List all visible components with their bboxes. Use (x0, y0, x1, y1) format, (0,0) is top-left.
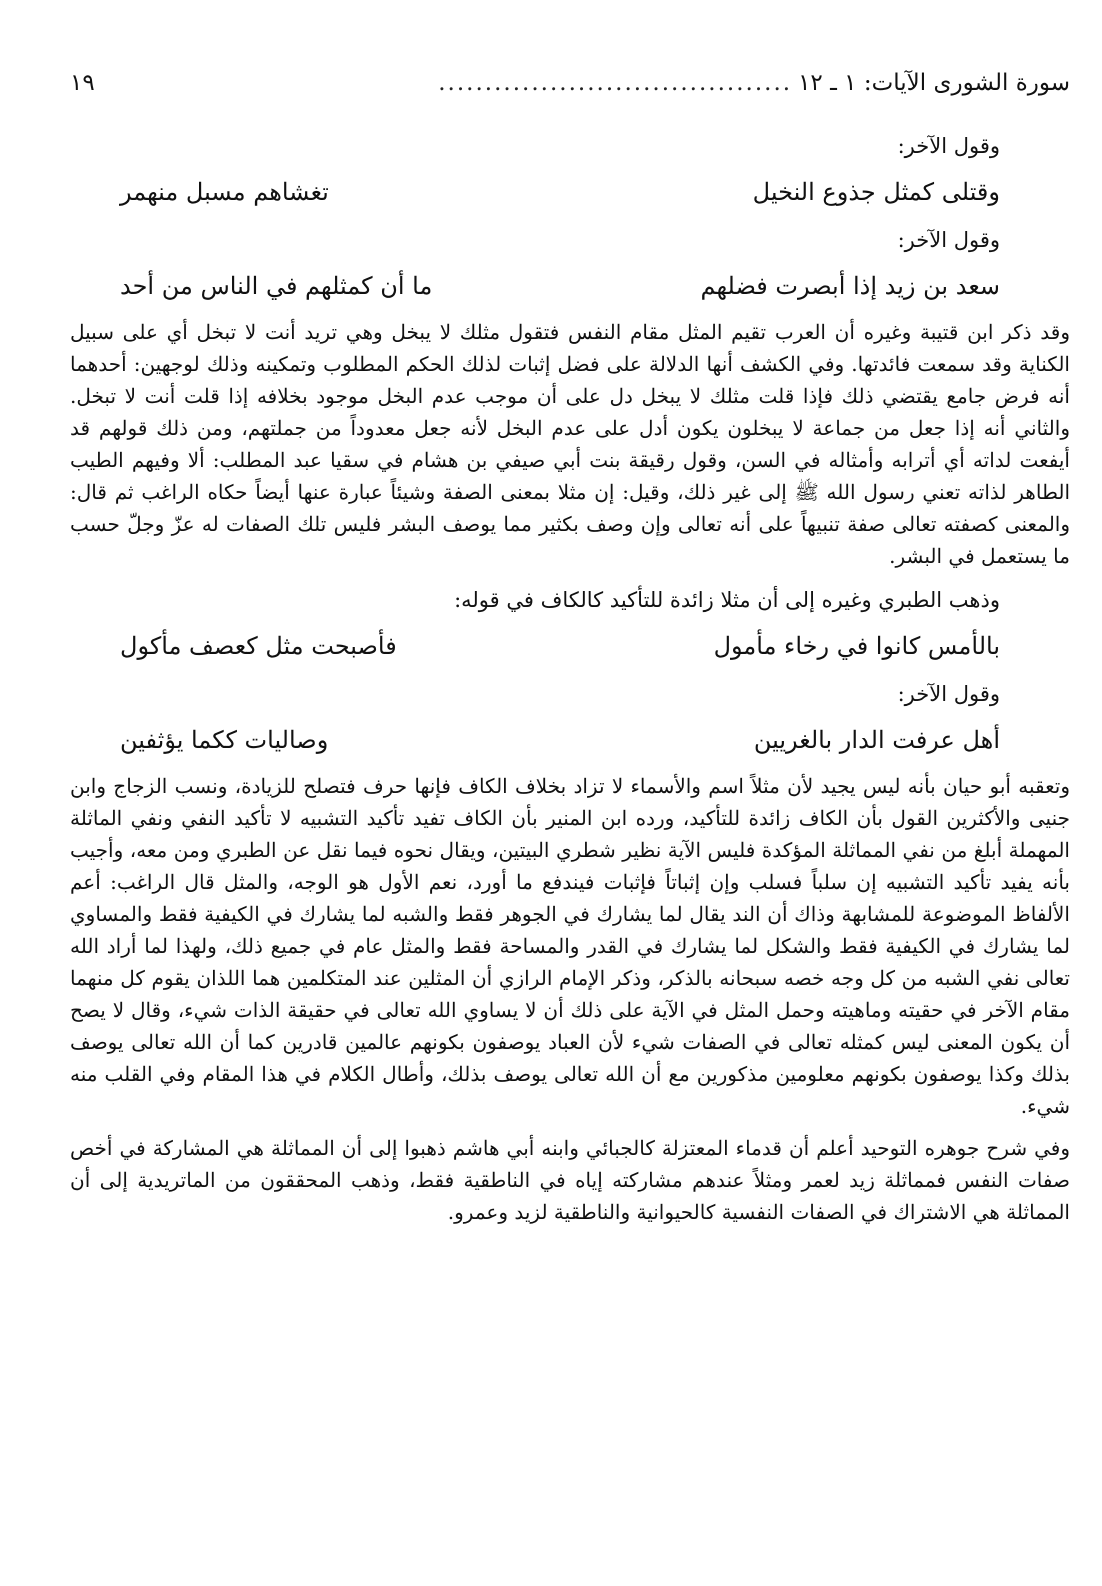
verse-first-hemistich: وقتلى كمثل جذوع النخيل (752, 178, 1000, 206)
verse-second-hemistich: فأصبحت مثل كعصف مأكول (120, 632, 397, 660)
body-paragraph: وفي شرح جوهره التوحيد أعلم أن قدماء المعتزلة كالجبائي وابنه أبي هاشم ذهبوا إلى أن المماثلة هي المشاركة في أخص صفات النفس فمماثلة زيد لعمر ومثلاً عندهم مشاركته إياه في الناطقية فقط، وذهب المحققون من الماتريدية إلى أن المماثلة هي الاشتراك في الصفات النفسية كالحيوانية والناطقية لزيد وعمرو. (70, 1136, 1070, 1224)
page-number: ١٩ (70, 70, 95, 96)
verse-first-hemistich: بالأمس كانوا في رخاء مأمول (713, 632, 1000, 660)
body-paragraph: وقد ذكر ابن قتيبة وغيره أن العرب تقيم المثل مقام النفس فتقول مثلك لا يبخل وهي تريد أنت لا تبخل أي على سبيل الكناية وقد سمعت فائدتها. وفي الكشف أنها الدلالة على فضل إثبات لذلك الحكم المطلوب وتمكينه وذلك لوجهين: أحدهما أنه فرض جامع يقتضي ذلك فإذا قلت مثلك لا يبخل دل على أن موجب عدم البخل موجود بخلافه إذا قلت أنت لا تبخل. والثاني أنه إذا جعل من جماعة لا يبخلون يكون أدل على عدم البخل لأنه جعل معدوداً من جملتهم، ومن ذلك قولهم قد أيفعت لداته أي أترابه وأمثاله في السن، وقول رقيقة بنت أبي صيفي بن هشام في سقيا عبد المطلب: ألا وفيهم الطيب الطاهر لذاته تعني رسول الله ﷺ إلى غير ذلك، وقيل: إن مثلا بمعنى الصفة وشيئاً عبارة عنها أيضاً حكاه الراغب ثم قال: والمعنى كصفته تعالى صفة تنبيهاً على أنه تعالى وإن وصف بكثير مما يوصف البشر فليس تلك الصفات له عزّ وجلّ حسب ما يستعمل في البشر. (70, 320, 1071, 568)
body-paragraph: وتعقبه أبو حيان بأنه ليس يجيد لأن مثلاً اسم والأسماء لا تزاد بخلاف الكاف فإنها حرف فتصلح للزيادة، ونسب الزجاج وابن جنيى والأكثرين القول بأن الكاف زائدة للتأكيد، ورده ابن المنير بأن الكاف تفيد تأكيد التشبيه لا تأكيد النفي ونفي الماثلة المهملة أبلغ من نفي المماثلة المؤكدة فليس الآية نظير شطري البيتين، ويقال نحوه فيما نقل عن الطبري ومن معه، وأجيب بأنه يفيد تأكيد التشبيه إن سلباً فسلب وإن إثباتاً فإثبات فيندفع ما أورد، نعم الأول هو الوجه، والمثل قال الراغب: أعم الألفاظ الموضوعة للمشابهة وذاك أن الند يقال لما يشارك في الجوهر فقط والشبه لما يشارك في الكيفية فقط والمساوي لما يشارك في الكيفية فقط والشكل لما يشارك في القدر والمساحة فقط والمثل عام في جميع ذلك، ولهذا لما أراد الله تعالى نفي الشبه من كل وجه خصه سبحانه بالذكر، وذكر الإمام الرازي أن المثلين عند المتكلمين هما اللذان يقوم كل منهما مقام الآخر في حقيته وماهيته وحمل المثل في الآية على ذلك أن لا يساوي الله تعالى في حقيقة الذات شيء، وقال لا يصح أن يكون المعنى ليس كمثله تعالى في الصفات شيء لأن العباد يوصفون بكونهم عالمين قادرين كما أن الله تعالى يوصف بذلك وكذا يوصفون بكونهم معلومين مذكورين مع أن الله تعالى يوصف بذلك، وأطال الكلام في هذا المقام وفي القلب منه شيء. (70, 774, 1071, 1118)
verse-intro: وقول الآخر: (897, 682, 1000, 706)
verse-second-hemistich: ما أن كمثلهم في الناس من أحد (120, 272, 433, 300)
verse-intro: وقول الآخر: (897, 134, 1000, 158)
verse-first-hemistich: سعد بن زيد إذا أبصرت فضلهم (700, 272, 1000, 300)
poetry-verse (70, 626, 1082, 666)
verse-second-hemistich: تغشاهم مسبل منهمر (120, 178, 329, 206)
leader-dots: ...................................... (438, 70, 793, 96)
verse-second-hemistich: وصاليات ككما يؤثفين (120, 726, 329, 754)
running-header (70, 70, 1082, 118)
poetry-verse (70, 266, 1082, 306)
verse-intro: وذهب الطبري وغيره إلى أن مثلا زائدة للتأكيد كالكاف في قوله: (454, 588, 1000, 612)
poetry-verse (70, 720, 1082, 760)
poetry-verse (70, 172, 1082, 212)
surah-title: سورة الشورى الآيات: ١ ـ ١٢ (798, 70, 1070, 96)
verse-intro: وقول الآخر: (897, 228, 1000, 252)
verse-first-hemistich: أهل عرفت الدار بالغريين (753, 726, 1000, 754)
